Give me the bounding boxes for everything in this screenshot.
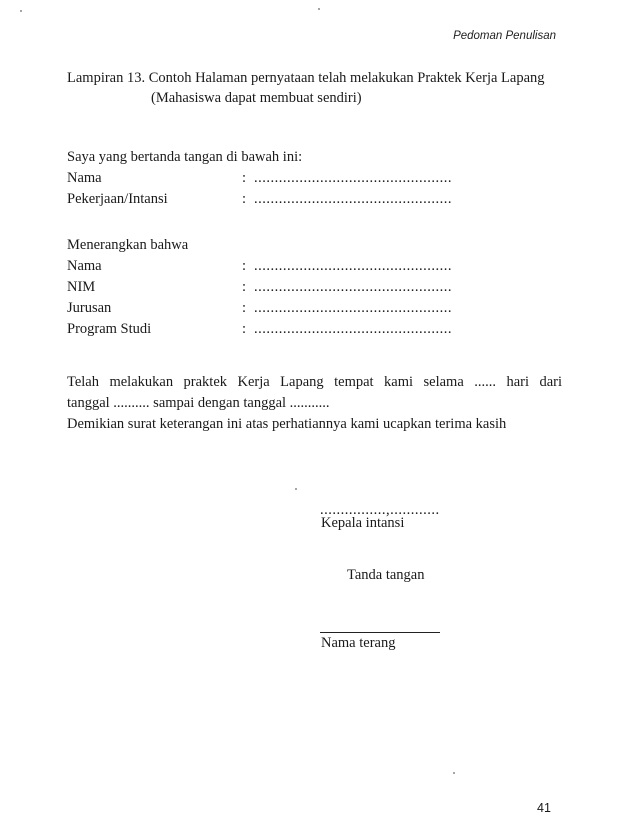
student-section (67, 235, 567, 340)
field-label: NIM (67, 279, 96, 295)
student-heading-text: Menerangkan bahwa (67, 237, 189, 253)
field-row-department (67, 298, 567, 319)
signature-sign-label: Tanda tangan (347, 567, 425, 583)
field-blank: ................................................ (254, 258, 452, 274)
field-colon: : (242, 170, 247, 186)
scan-speck (295, 488, 297, 490)
field-colon: : (242, 300, 247, 316)
field-row-nim (67, 277, 567, 298)
title-line-1: Lampiran 13. Contoh Halaman pernyataan telah melakukan Praktek Kerja Lapang (67, 70, 545, 86)
field-row-occupation (67, 189, 567, 210)
field-blank: ................................................ (254, 279, 452, 295)
field-row-name (67, 168, 567, 189)
scan-speck (453, 772, 455, 774)
field-colon: : (242, 279, 247, 295)
field-label: Nama (67, 170, 102, 186)
signature-name-label: Nama terang (321, 635, 396, 651)
scan-speck (20, 10, 22, 12)
statement-line-2: tanggal .......... sampai dengan tanggal ........... (67, 395, 330, 411)
intro-sentence: Saya yang bertanda tangan di bawah ini: (67, 149, 303, 165)
field-label: Nama (67, 258, 102, 274)
field-row-student-name (67, 256, 567, 277)
signature-role: Kepala intansi (321, 515, 405, 531)
signature-line (320, 632, 440, 633)
field-colon: : (242, 321, 247, 337)
field-label: Jurusan (67, 300, 112, 316)
field-label: Pekerjaan/Intansi (67, 191, 168, 207)
field-blank: ................................................ (254, 321, 452, 337)
signer-section (67, 147, 567, 210)
field-label: Program Studi (67, 321, 152, 337)
field-blank: ................................................ (254, 300, 452, 316)
signature-place-date: ................,............ (320, 502, 440, 518)
page-number: 41 (537, 801, 551, 815)
field-row-study-program (67, 319, 567, 340)
statement-paragraph (67, 372, 562, 435)
scan-speck (318, 8, 320, 10)
intro-text (67, 147, 567, 168)
title-line-2: (Mahasiswa dapat membuat sendiri) (151, 90, 362, 106)
appendix-title (67, 68, 567, 108)
student-heading (67, 235, 567, 256)
running-header: Pedoman Penulisan (453, 30, 556, 42)
statement-line-1: Telah melakukan praktek Kerja Lapang tempat kami selama ...... hari dari (67, 374, 562, 390)
statement-line-3: Demikian surat keterangan ini atas perhatiannya kami ucapkan terima kasih (67, 416, 507, 432)
field-blank: ................................................ (254, 191, 452, 207)
field-colon: : (242, 258, 247, 274)
field-blank: ................................................ (254, 170, 452, 186)
field-colon: : (242, 191, 247, 207)
